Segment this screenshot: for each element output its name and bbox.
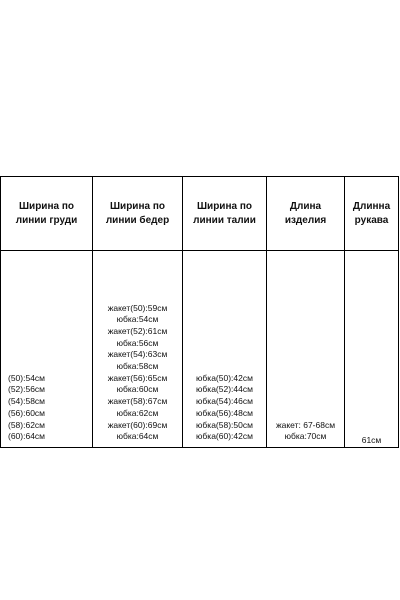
list-item: юбка(58):50см (196, 419, 253, 430)
list-item: жакет(52):61см (107, 325, 168, 336)
list-item: юбка:70см (284, 431, 327, 442)
header-waist-width: Ширина по линии талии (193, 200, 256, 226)
list-item: жакет(58):67см (107, 396, 168, 407)
size-table (0, 176, 399, 448)
cell-chest-width (1, 252, 92, 443)
header-sleeve-length: Длинна рукава (352, 200, 391, 226)
list-item: жакет(60):69см (107, 419, 168, 430)
list-item: (60):64см (8, 431, 46, 442)
list-item: юбка(50):42см (196, 372, 253, 383)
cell-hip-width (93, 252, 182, 443)
list-item: (52):56см (8, 384, 46, 395)
cell-garment-length (267, 252, 344, 443)
list-item: юбка(56):48см (196, 407, 253, 418)
list-item: жакет(50):59см (107, 302, 168, 313)
list-item: жакет(56):65см (107, 372, 168, 383)
header-chest-width: Ширина по линии груди (15, 200, 78, 226)
list-item: (56):60см (8, 407, 46, 418)
list-item: (58):62см (8, 419, 46, 430)
list-item: (54):58см (8, 396, 46, 407)
header-hip-width: Ширина по линии бедер (105, 200, 170, 226)
list-item: жакет: 67-68см (275, 419, 336, 430)
list-item: юбка(60):42см (196, 431, 253, 442)
list-item: 61см (361, 435, 382, 446)
header-garment-length: Длина изделия (284, 200, 327, 226)
list-item: юбка:62см (116, 407, 159, 418)
table-border-bottom (0, 447, 399, 448)
list-item: жакет(54):63см (107, 349, 168, 360)
list-item: юбка(52):44см (196, 384, 253, 395)
list-item: юбка:60см (116, 384, 159, 395)
table-border-right (398, 176, 399, 448)
cell-sleeve-length (345, 252, 398, 447)
list-item: юбка(54):46см (196, 396, 253, 407)
list-item: (50):54см (8, 372, 46, 383)
cell-waist-width (183, 252, 266, 443)
list-item: юбка:56см (116, 337, 159, 348)
list-item: юбка:58см (116, 361, 159, 372)
header-divider (0, 250, 399, 251)
list-item: юбка:64см (116, 431, 159, 442)
list-item: юбка:54см (116, 314, 159, 325)
